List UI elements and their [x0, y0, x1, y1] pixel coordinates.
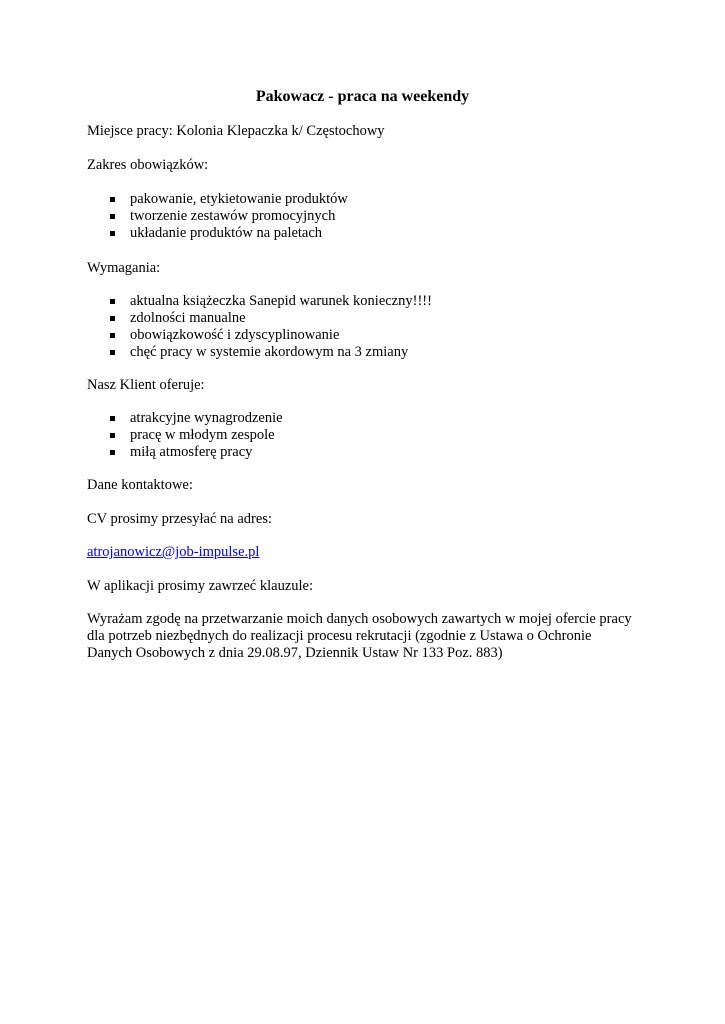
- cv-instruction: CV prosimy przesyłać na adres:: [87, 511, 272, 527]
- requirements-heading: Wymagania:: [87, 260, 161, 276]
- list-item: pakowanie, etykietowanie produktów: [87, 191, 348, 208]
- clause-line-3: Danych Osobowych z dnia 29.08.97, Dziennik Ustaw Nr 133 Poz. 883): [87, 645, 503, 661]
- list-item: zdolności manualne: [87, 310, 432, 327]
- location-line: Miejsce pracy: Kolonia Klepaczka k/ Częstochowy: [87, 123, 385, 139]
- list-item: chęć pracy w systemie akordowym na 3 zmiany: [87, 344, 432, 361]
- email-link[interactable]: atrojanowicz@job-impulse.pl: [87, 544, 260, 560]
- list-item: tworzenie zestawów promocyjnych: [87, 208, 348, 225]
- bullet-icon: [110, 197, 115, 202]
- bullet-icon: [110, 299, 115, 304]
- page-title: Pakowacz - praca na weekendy: [255, 88, 470, 105]
- bullet-icon: [110, 316, 115, 321]
- bullet-icon: [110, 333, 115, 338]
- clause-heading: W aplikacji prosimy zawrzeć klauzule:: [87, 578, 313, 594]
- bullet-icon: [110, 416, 115, 421]
- duties-list: [87, 191, 348, 242]
- list-item: atrakcyjne wynagrodzenie: [87, 410, 283, 427]
- list-item: układanie produktów na paletach: [87, 225, 348, 242]
- list-item: aktualna książeczka Sanepid warunek konieczny!!!!: [87, 293, 432, 310]
- contact-heading: Dane kontaktowe:: [87, 477, 193, 493]
- requirements-list: [87, 293, 432, 361]
- bullet-icon: [110, 433, 115, 438]
- bullet-icon: [110, 214, 115, 219]
- clause-line-1: Wyrażam zgodę na przetwarzanie moich danych osobowych zawartych w mojej ofercie pracy: [87, 611, 632, 627]
- bullet-icon: [110, 450, 115, 455]
- list-item: miłą atmosferę pracy: [87, 444, 283, 461]
- clause-line-2: dla potrzeb niezbędnych do realizacji procesu rekrutacji (zgodnie z Ustawa o Ochronie: [87, 628, 592, 644]
- list-item: obowiązkowość i zdyscyplinowanie: [87, 327, 432, 344]
- bullet-icon: [110, 350, 115, 355]
- email-line: [87, 544, 259, 561]
- list-item: pracę w młodym zespole: [87, 427, 283, 444]
- offer-list: [87, 410, 283, 461]
- offer-heading: Nasz Klient oferuje:: [87, 377, 205, 393]
- duties-heading: Zakres obowiązków:: [87, 157, 209, 173]
- bullet-icon: [110, 231, 115, 236]
